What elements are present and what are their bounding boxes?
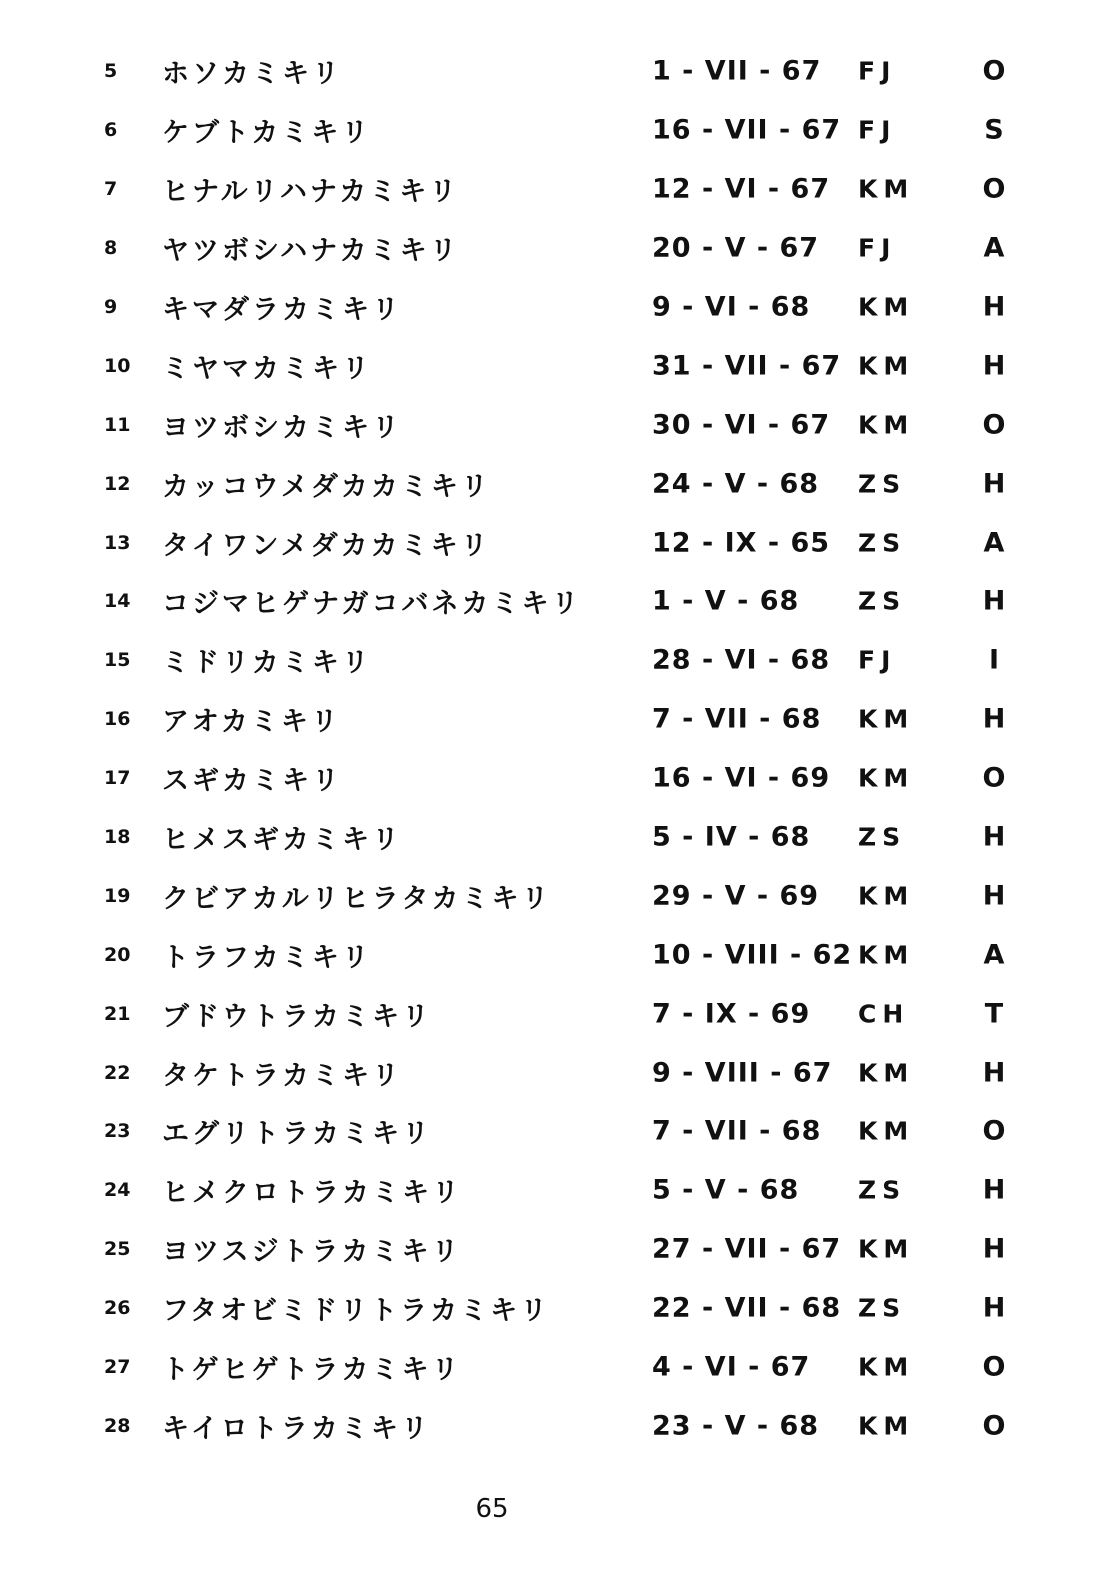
entry-number: 10 [104,354,131,377]
species-name: キイロトラカミキリ [162,1413,431,1445]
species-name: トゲヒゲトラカミキリ [162,1354,462,1386]
locality-code: CH [858,999,910,1029]
locality-code: ZS [858,469,907,499]
status-code: H [982,821,1006,853]
locality-code: FJ [858,233,897,263]
list-item [0,866,1100,925]
status-code: O [982,55,1006,87]
status-code: H [982,1292,1006,1324]
entry-number: 17 [104,767,131,790]
entry-number: 9 [104,296,118,318]
locality-code: KM [858,763,915,793]
collection-date: 9 - VI - 68 [652,291,811,323]
locality-code: ZS [858,1293,907,1323]
status-code: O [982,409,1006,441]
page-number [0,1494,1100,1524]
page-number-text: 65 [475,1494,509,1524]
species-name: ヒメクロトラカミキリ [162,1177,462,1209]
locality-code: ZS [858,822,907,852]
list-item [0,278,1100,337]
entry-number: 11 [104,413,131,436]
entry-number: 22 [104,1061,131,1084]
list-item [0,42,1100,101]
species-name: ヒナルリハナカミキリ [162,176,460,208]
status-code: A [983,232,1005,264]
status-code: H [982,350,1006,382]
locality-code: FJ [858,645,897,675]
locality-code: FJ [858,115,897,145]
status-code: H [982,1057,1006,1089]
status-code: O [982,1410,1006,1442]
entry-number: 6 [104,119,118,142]
entry-number: 24 [104,1179,131,1202]
collection-date: 20 - V - 67 [652,232,820,264]
status-code: H [982,1174,1006,1206]
collection-date: 4 - VI - 67 [652,1351,811,1383]
locality-code: KM [858,351,915,381]
collection-date: 12 - VI - 67 [652,173,831,205]
locality-code: KM [858,292,915,322]
list-item [0,572,1100,631]
collection-date: 22 - VII - 68 [652,1292,842,1324]
species-name: タイワンメダカカミキリ [162,530,491,562]
entry-number: 27 [104,1356,131,1379]
locality-code: ZS [858,1175,907,1205]
collection-date: 31 - VII - 67 [652,350,842,382]
list-item [0,160,1100,219]
species-name: ケブトカミキリ [162,117,372,149]
list-item [0,513,1100,572]
list-item [0,1043,1100,1102]
list-item [0,631,1100,690]
entry-number: 8 [104,237,118,260]
list-item [0,749,1100,808]
locality-code: ZS [858,586,907,616]
specimen-list [0,42,1100,1455]
list-item [0,395,1100,454]
collection-date: 29 - V - 69 [652,880,820,912]
collection-date: 5 - IV - 68 [652,821,811,853]
collection-date: 27 - VII - 67 [652,1233,842,1265]
collection-date: 23 - V - 68 [652,1410,820,1442]
collection-date: 10 - VIII - 62 [652,939,853,971]
collection-date: 24 - V - 68 [652,468,820,500]
entry-number: 23 [104,1120,131,1143]
species-name: トラフカミキリ [162,942,372,974]
locality-code: KM [858,410,915,440]
status-code: H [982,1233,1006,1265]
entry-number: 19 [104,884,131,907]
entry-number: 28 [104,1414,131,1437]
list-item [0,336,1100,395]
locality-code: KM [858,881,915,911]
entry-number: 15 [104,649,131,672]
locality-code: KM [858,704,915,734]
status-code: O [982,173,1006,205]
list-item [0,925,1100,984]
species-name: スギカミキリ [162,765,342,797]
collection-date: 16 - VI - 69 [652,762,831,794]
locality-code: KM [858,1234,915,1264]
species-name: ヤツボシハナカミキリ [162,235,460,267]
collection-date: 1 - V - 68 [652,585,800,617]
locality-code: FJ [858,56,897,86]
collection-date: 5 - V - 68 [652,1174,800,1206]
status-code: A [983,527,1005,559]
list-item [0,984,1100,1043]
list-item [0,1102,1100,1161]
collection-date: 9 - VIII - 67 [652,1057,833,1089]
locality-code: KM [858,1352,915,1382]
list-item [0,1396,1100,1455]
list-item [0,1161,1100,1220]
status-code: H [982,291,1006,323]
list-item [0,1338,1100,1397]
entry-number: 26 [104,1297,131,1320]
status-code: H [982,585,1006,617]
status-code: A [983,939,1005,971]
status-code: O [982,1115,1006,1147]
collection-date: 12 - IX - 65 [652,527,831,559]
locality-code: KM [858,940,915,970]
status-code: T [984,998,1004,1030]
entry-number: 21 [104,1002,131,1025]
entry-number: 20 [104,943,131,966]
entry-number: 5 [104,60,118,83]
species-name: ヨツスジトラカミキリ [162,1236,462,1268]
list-item [0,454,1100,513]
status-code: H [982,468,1006,500]
locality-code: KM [858,174,915,204]
entry-number: 16 [104,708,131,731]
collection-date: 16 - VII - 67 [652,114,842,146]
species-name: アオカミキリ [162,706,341,738]
species-name: エグリトラカミキリ [162,1118,432,1150]
entry-number: 7 [104,178,118,201]
status-code: S [984,114,1004,146]
locality-code: KM [858,1116,915,1146]
species-name: ミヤマカミキリ [162,353,372,385]
species-name: キマダラカミキリ [162,294,402,326]
list-item [0,690,1100,749]
entry-number: 12 [104,472,131,495]
species-name: コジマヒゲナガコバネカミキリ [162,588,582,620]
status-code: H [982,880,1006,912]
locality-code: KM [858,1411,915,1441]
collection-date: 30 - VI - 67 [652,409,831,441]
species-name: ミドリカミキリ [162,647,372,679]
species-name: ホソカミキリ [162,58,342,90]
collection-date: 7 - VII - 68 [652,1115,822,1147]
entry-number: 25 [104,1238,131,1261]
collection-date: 7 - IX - 69 [652,998,811,1030]
entry-number: 14 [104,590,131,613]
collection-date: 1 - VII - 67 [652,55,822,87]
list-item [0,808,1100,867]
locality-code: KM [858,1058,915,1088]
status-code: O [982,762,1006,794]
species-name: タケトラカミキリ [162,1060,402,1092]
species-name: ブドウトラカミキリ [162,1001,432,1033]
status-code: O [982,1351,1006,1383]
status-code: I [988,644,1000,676]
entry-number: 13 [104,531,131,554]
list-item [0,1279,1100,1338]
species-name: ヨツボシカミキリ [162,412,402,444]
collection-date: 7 - VII - 68 [652,703,822,735]
species-name: カッコウメダカカミキリ [162,471,491,503]
collection-date: 28 - VI - 68 [652,644,831,676]
entry-number: 18 [104,826,131,849]
list-item [0,1220,1100,1279]
list-item [0,219,1100,278]
list-item [0,101,1100,160]
species-name: クビアカルリヒラタカミキリ [162,883,552,915]
species-name: フタオビミドリトラカミキリ [162,1295,551,1327]
locality-code: ZS [858,528,907,558]
species-name: ヒメスギカミキリ [162,824,402,856]
status-code: H [982,703,1006,735]
